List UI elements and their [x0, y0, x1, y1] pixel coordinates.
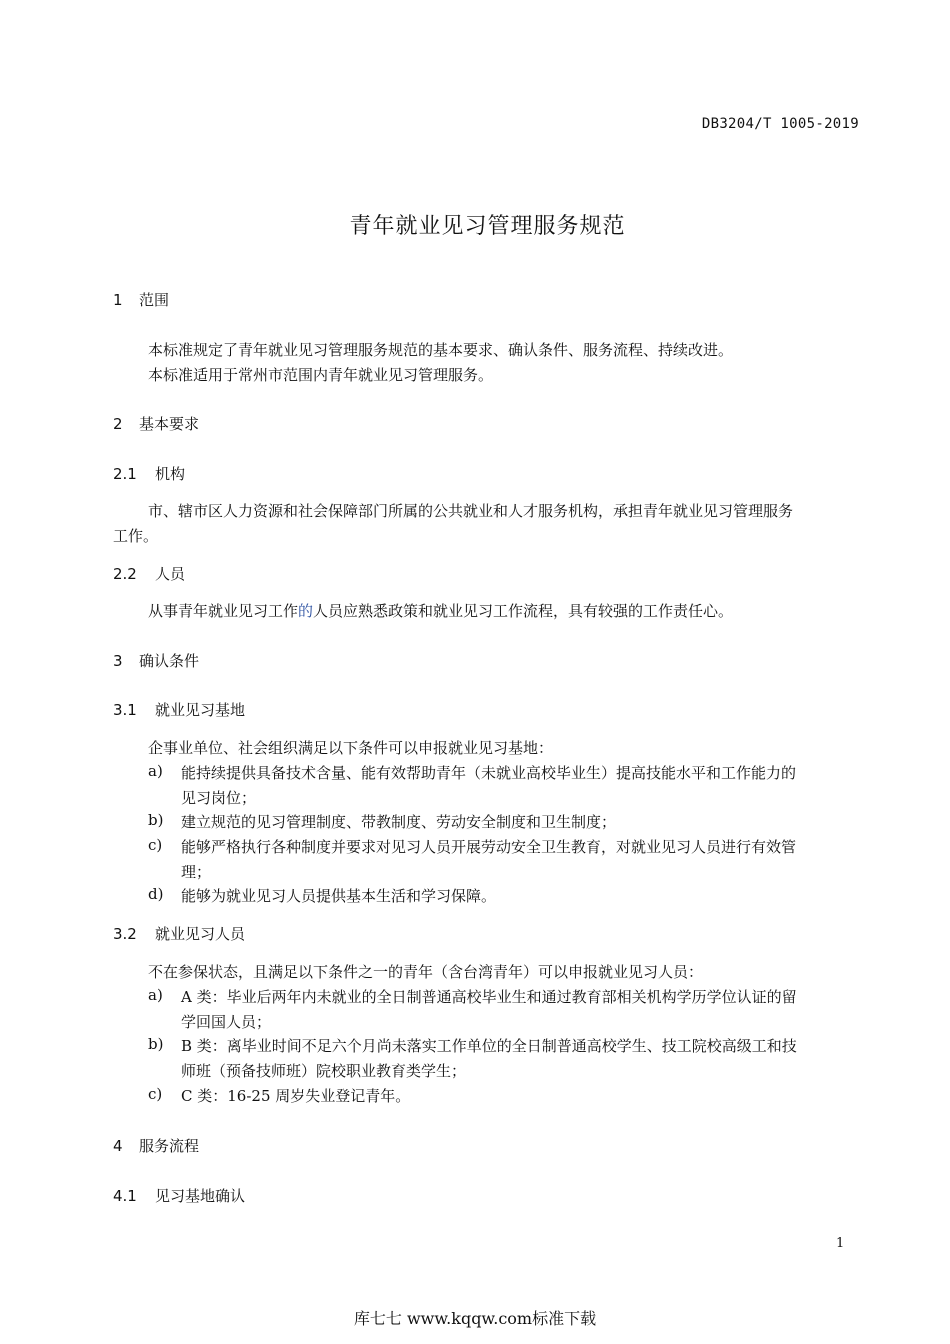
section-2-heading: [113, 413, 199, 434]
text-run: 从事青年就业见习工作: [148, 602, 299, 620]
section-4-heading: [113, 1135, 199, 1156]
list-item-text: 理；: [181, 863, 212, 881]
list-item-label: b): [148, 1035, 164, 1053]
highlighted-text: 的: [298, 602, 314, 620]
page-title: 青年就业见习管理服务规范: [349, 214, 626, 239]
list-item-label: b): [148, 811, 164, 829]
section-3-heading: [113, 650, 199, 671]
footer-watermark: 库七七 www.kqqw.com标准下载: [353, 1309, 597, 1328]
subsection-2-2-heading: [113, 563, 185, 584]
section-1-heading: [113, 289, 169, 310]
subsection-title: 人员: [155, 565, 186, 583]
subsection-title: 见习基地确认: [155, 1187, 246, 1205]
paragraph-line: 工作。: [113, 527, 159, 545]
subsection-title: 就业见习基地: [155, 701, 246, 719]
subsection-number: 3.2: [113, 925, 137, 943]
section-title: 基本要求: [139, 415, 200, 433]
list-item-text: B 类：离毕业时间不足六个月尚未落实工作单位的全日制普通高校学生、技工院校高级工和技: [181, 1037, 797, 1055]
page-number: 1: [836, 1236, 845, 1251]
list-item-label: a): [148, 986, 163, 1004]
section-number: 1: [113, 291, 123, 309]
subsection-number: 3.1: [113, 701, 137, 719]
subsection-2-1-heading: [113, 463, 185, 484]
subsection-number: 2.1: [113, 465, 137, 483]
section-number: 4: [113, 1137, 123, 1155]
list-item-label: a): [148, 762, 163, 780]
section-title: 服务流程: [139, 1137, 200, 1155]
subsection-3-1-heading: [113, 699, 245, 720]
list-item-text: 能持续提供具备技术含量、能有效帮助青年（未就业高校毕业生）提高技能水平和工作能力的: [181, 764, 797, 782]
section-number: 3: [113, 652, 123, 670]
list-item-text: C 类：16-25 周岁失业登记青年。: [181, 1087, 411, 1105]
subsection-3-2-heading: [113, 923, 245, 944]
paragraph-line: 市、辖市区人力资源和社会保障部门所属的公共就业和人才服务机构，承担青年就业见习管理服务: [148, 502, 794, 520]
subsection-title: 机构: [155, 465, 186, 483]
section-title: 范围: [139, 291, 170, 309]
doc-number: DB3204/T 1005-2019: [701, 116, 859, 132]
subsection-4-1-heading: [113, 1185, 245, 1206]
paragraph: 本标准规定了青年就业见习管理服务规范的基本要求、确认条件、服务流程、持续改进。: [148, 341, 734, 359]
list-item-text: 见习岗位；: [181, 789, 257, 807]
paragraph: 本标准适用于常州市范围内青年就业见习管理服务。: [148, 366, 494, 384]
paragraph: 不在参保状态，且满足以下条件之一的青年（含台湾青年）可以申报就业见习人员：: [148, 963, 704, 981]
list-item-label: c): [148, 1085, 163, 1103]
list-item-label: d): [148, 885, 164, 903]
list-item-label: c): [148, 836, 163, 854]
list-item-text: 师班（预备技师班）院校职业教育类学生；: [181, 1062, 467, 1080]
section-number: 2: [113, 415, 123, 433]
subsection-title: 就业见习人员: [155, 925, 246, 943]
text-run: 人员应熟悉政策和就业见习工作流程，具有较强的工作责任心。: [313, 602, 734, 620]
paragraph: 企事业单位、社会组织满足以下条件可以申报就业见习基地：: [148, 739, 554, 757]
list-item-text: 能够为就业见习人员提供基本生活和学习保障。: [181, 887, 497, 905]
list-item-text: A 类：毕业后两年内未就业的全日制普通高校毕业生和通过教育部相关机构学历学位认证的留: [181, 988, 797, 1006]
list-item-text: 学回国人员；: [181, 1013, 272, 1031]
subsection-number: 2.2: [113, 565, 137, 583]
list-item-text: 能够严格执行各种制度并要求对见习人员开展劳动安全卫生教育，对就业见习人员进行有效管: [181, 838, 797, 856]
list-item-text: 建立规范的见习管理制度、带教制度、劳动安全制度和卫生制度；: [181, 813, 617, 831]
section-title: 确认条件: [139, 652, 200, 670]
subsection-number: 4.1: [113, 1187, 137, 1205]
paragraph: [148, 600, 733, 621]
